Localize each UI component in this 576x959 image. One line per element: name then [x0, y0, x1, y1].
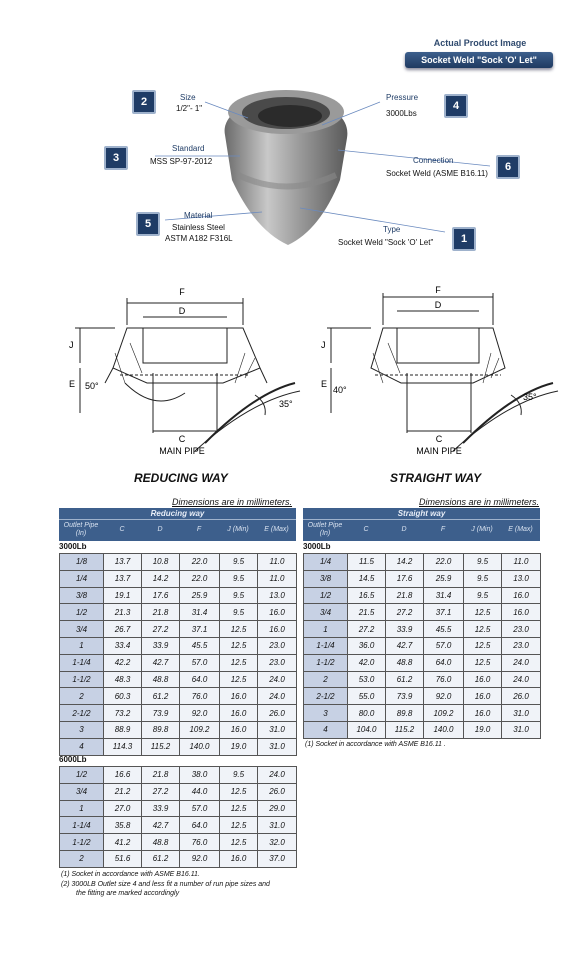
- table-cell: 73.2: [104, 705, 142, 722]
- table-cell: 12.5: [220, 637, 258, 654]
- table-cell: 42.0: [348, 654, 386, 671]
- table-cell: 33.9: [142, 637, 180, 654]
- outlet-size-cell: 1/2: [60, 604, 104, 621]
- dim-f-label: F: [435, 285, 441, 295]
- table-row: [304, 570, 541, 587]
- table-cell: 61.2: [386, 671, 424, 688]
- table-cell: 14.2: [386, 554, 424, 571]
- table-row: [304, 654, 541, 671]
- outlet-size-cell: 1-1/4: [304, 637, 348, 654]
- table-cell: 21.8: [386, 587, 424, 604]
- table-cell: 16.5: [348, 587, 386, 604]
- table-cell: 37.0: [258, 850, 297, 867]
- table-cell: 16.0: [220, 705, 258, 722]
- outlet-size-cell: 3/8: [304, 570, 348, 587]
- table-row: [60, 570, 297, 587]
- table-cell: 115.2: [386, 721, 424, 738]
- table-cell: 25.9: [180, 587, 220, 604]
- table-cell: 92.0: [180, 705, 220, 722]
- table-cell: 12.5: [464, 621, 502, 638]
- callout-number: 2: [132, 90, 156, 114]
- table-cell: 21.2: [104, 783, 142, 800]
- table-row: [60, 783, 297, 800]
- outlet-size-cell: 1: [60, 637, 104, 654]
- table-cell: 53.0: [348, 671, 386, 688]
- table-cell: 33.9: [142, 800, 180, 817]
- table-cell: 12.5: [220, 817, 258, 834]
- straight-way-caption: STRAIGHT WAY: [390, 471, 482, 485]
- reducing-way-diagram: [55, 283, 305, 463]
- table-cell: 31.0: [258, 721, 297, 738]
- table-row: [304, 671, 541, 688]
- table-row: [60, 554, 297, 571]
- callout-material-value: Stainless Steel: [172, 223, 225, 232]
- table-cell: 21.8: [142, 767, 180, 784]
- table-cell: 9.5: [464, 570, 502, 587]
- footnote: (1) Socket in accordance with ASME B16.11.: [61, 871, 200, 878]
- table-cell: 44.0: [180, 783, 220, 800]
- table-cell: 19.0: [220, 738, 258, 755]
- table-cell: 26.7: [104, 621, 142, 638]
- table-cell: 76.0: [180, 688, 220, 705]
- callout-number: 4: [444, 94, 468, 118]
- table-cell: 104.0: [348, 721, 386, 738]
- table-cell: 27.2: [348, 621, 386, 638]
- table-cell: 33.9: [386, 621, 424, 638]
- outlet-size-cell: 3: [60, 721, 104, 738]
- table-cell: 26.0: [258, 705, 297, 722]
- table-cell: 42.7: [386, 637, 424, 654]
- callout-standard-label: Standard: [172, 144, 205, 153]
- dimensions-note: Dimensions are in millimeters.: [172, 497, 293, 507]
- callout-connection-label: Connection: [413, 156, 454, 165]
- outlet-size-cell: 1: [60, 800, 104, 817]
- table-cell: 57.0: [424, 637, 464, 654]
- straight-table-header: [303, 508, 540, 541]
- table-cell: 48.3: [104, 671, 142, 688]
- dimension-table: [59, 553, 297, 756]
- table-cell: 38.0: [180, 767, 220, 784]
- table-cell: 9.5: [220, 587, 258, 604]
- table-cell: 23.0: [258, 654, 297, 671]
- table-cell: 17.6: [142, 587, 180, 604]
- table-cell: 42.7: [142, 817, 180, 834]
- table-row: [60, 671, 297, 688]
- table-cell: 16.0: [258, 621, 297, 638]
- table-cell: 76.0: [180, 834, 220, 851]
- table-cell: 10.8: [142, 554, 180, 571]
- table-cell: 48.8: [142, 671, 180, 688]
- table-cell: 45.5: [180, 637, 220, 654]
- dim-d-label: D: [434, 300, 442, 310]
- section-label: 3000Lb: [303, 542, 331, 551]
- callout-size-value: 1/2"- 1": [176, 104, 203, 113]
- col-header: J (Min): [227, 526, 249, 533]
- table-cell: 13.0: [502, 570, 541, 587]
- table-row: [60, 587, 297, 604]
- table-row: [60, 654, 297, 671]
- outlet-size-cell: 3/4: [60, 621, 104, 638]
- dimension-table: [59, 766, 297, 868]
- table-cell: 11.0: [502, 554, 541, 571]
- table-cell: 11.5: [348, 554, 386, 571]
- outlet-size-cell: 4: [60, 738, 104, 755]
- table-cell: 89.8: [386, 705, 424, 722]
- table-cell: 12.5: [220, 783, 258, 800]
- table-cell: 16.0: [464, 705, 502, 722]
- outlet-size-cell: 1-1/4: [60, 817, 104, 834]
- table-cell: 12.5: [220, 621, 258, 638]
- table-cell: 48.8: [142, 834, 180, 851]
- table-cell: 16.0: [464, 688, 502, 705]
- outlet-size-cell: 1/4: [60, 570, 104, 587]
- table-cell: 31.4: [424, 587, 464, 604]
- footnote: (2) 3000LB Outlet size 4 and less fit a number of run pipe sizes and: [61, 881, 270, 888]
- callout-connection-value: Socket Weld (ASME B16.11): [386, 169, 488, 178]
- table-cell: 92.0: [180, 850, 220, 867]
- table-cell: 12.5: [220, 671, 258, 688]
- table-cell: 114.3: [104, 738, 142, 755]
- callout-standard-value: MSS SP-97-2012: [150, 157, 213, 166]
- table-row: [304, 637, 541, 654]
- dim-e-label: E: [69, 379, 76, 389]
- callout-pressure-value: 3000Lbs: [386, 109, 417, 118]
- callout-material-value2: ASTM A182 F316L: [165, 234, 233, 243]
- table-cell: 13.7: [104, 570, 142, 587]
- table-cell: 27.0: [104, 800, 142, 817]
- outlet-size-cell: 2: [60, 688, 104, 705]
- table-cell: 14.2: [142, 570, 180, 587]
- table-cell: 140.0: [180, 738, 220, 755]
- main-pipe-label: MAIN PIPE: [416, 446, 462, 456]
- table-cell: 22.0: [180, 570, 220, 587]
- table-cell: 19.1: [104, 587, 142, 604]
- col-header: D: [157, 526, 163, 533]
- table-cell: 64.0: [180, 671, 220, 688]
- table-cell: 12.5: [220, 800, 258, 817]
- reducing-table-header: [59, 508, 296, 541]
- outlet-size-cell: 1/2: [60, 767, 104, 784]
- dim-d-label: D: [178, 306, 186, 316]
- dimensions-note: Dimensions are in millimeters.: [419, 497, 540, 507]
- angle-label-2: 35°: [279, 399, 293, 409]
- table-cell: 14.5: [348, 570, 386, 587]
- table-row: [60, 850, 297, 867]
- reducing-way-caption: REDUCING WAY: [134, 471, 228, 485]
- callout-type-value: Socket Weld "Sock 'O' Let": [338, 238, 434, 247]
- table-cell: 9.5: [220, 604, 258, 621]
- dim-j-label: J: [321, 340, 326, 350]
- table-cell: 41.2: [104, 834, 142, 851]
- main-pipe-label: MAIN PIPE: [159, 446, 205, 456]
- table-cell: 24.0: [258, 671, 297, 688]
- outlet-size-cell: 1/2: [304, 587, 348, 604]
- table-cell: 9.5: [220, 554, 258, 571]
- callout-type-label: Type: [383, 225, 401, 234]
- table-cell: 16.0: [502, 587, 541, 604]
- table-cell: 89.8: [142, 721, 180, 738]
- table-cell: 140.0: [424, 721, 464, 738]
- product-image: [0, 80, 576, 255]
- table-cell: 11.0: [258, 570, 297, 587]
- outlet-size-cell: 1-1/4: [60, 654, 104, 671]
- outlet-size-cell: 3/4: [60, 783, 104, 800]
- outlet-size-cell: 2: [304, 671, 348, 688]
- dimension-table: [303, 553, 541, 739]
- table-row: [60, 817, 297, 834]
- dim-c-label: C: [435, 434, 443, 444]
- table-row: [304, 587, 541, 604]
- table-cell: 13.0: [258, 587, 297, 604]
- header-title: Actual Product Image: [433, 38, 527, 48]
- outlet-size-cell: 3/4: [304, 604, 348, 621]
- col-header: F: [440, 526, 446, 533]
- dim-e-label: E: [321, 379, 328, 389]
- footnote: (1) Socket in accordance with ASME B16.11 .: [305, 741, 446, 748]
- table-cell: 45.5: [424, 621, 464, 638]
- table-cell: 16.0: [502, 604, 541, 621]
- table-cell: 16.0: [220, 850, 258, 867]
- outlet-size-cell: 1-1/2: [60, 834, 104, 851]
- table-cell: 12.5: [464, 637, 502, 654]
- dim-c-label: C: [178, 434, 186, 444]
- table-row: [60, 800, 297, 817]
- angle-label-2: 35°: [523, 392, 537, 402]
- reducing-table-title: Reducing way: [59, 508, 296, 520]
- table-cell: 16.6: [104, 767, 142, 784]
- table-cell: 27.2: [142, 783, 180, 800]
- table-cell: 31.0: [502, 721, 541, 738]
- table-cell: 80.0: [348, 705, 386, 722]
- table-cell: 26.0: [258, 783, 297, 800]
- callout-number: 6: [496, 155, 520, 179]
- table-cell: 16.0: [258, 604, 297, 621]
- table-cell: 23.0: [258, 637, 297, 654]
- table-cell: 9.5: [220, 570, 258, 587]
- table-row: [60, 604, 297, 621]
- table-cell: 55.0: [348, 688, 386, 705]
- table-row: [60, 834, 297, 851]
- col-header: Outlet Pipe (In): [307, 522, 343, 537]
- outlet-size-cell: 2-1/2: [60, 705, 104, 722]
- table-cell: 61.2: [142, 850, 180, 867]
- table-cell: 23.0: [502, 637, 541, 654]
- outlet-size-cell: 4: [304, 721, 348, 738]
- table-cell: 12.5: [220, 834, 258, 851]
- table-cell: 57.0: [180, 800, 220, 817]
- table-cell: 31.0: [258, 817, 297, 834]
- table-cell: 26.0: [502, 688, 541, 705]
- table-cell: 42.7: [142, 654, 180, 671]
- table-cell: 31.4: [180, 604, 220, 621]
- table-row: [304, 604, 541, 621]
- section-label: 3000Lb: [59, 542, 87, 551]
- table-cell: 9.5: [464, 587, 502, 604]
- callout-number: 5: [136, 212, 160, 236]
- table-row: [60, 721, 297, 738]
- table-cell: 22.0: [180, 554, 220, 571]
- col-header: C: [119, 526, 125, 533]
- table-cell: 12.5: [220, 654, 258, 671]
- table-cell: 27.2: [142, 621, 180, 638]
- table-row: [304, 721, 541, 738]
- table-cell: 23.0: [502, 621, 541, 638]
- col-header: F: [196, 526, 202, 533]
- footnote: the fitting are marked accordingly: [76, 890, 180, 897]
- table-cell: 60.3: [104, 688, 142, 705]
- table-row: [60, 767, 297, 784]
- col-header: E (Max): [264, 526, 289, 533]
- angle-label: 50°: [85, 381, 99, 391]
- table-cell: 16.0: [220, 721, 258, 738]
- outlet-size-cell: 3/8: [60, 587, 104, 604]
- table-cell: 19.0: [464, 721, 502, 738]
- table-cell: 64.0: [424, 654, 464, 671]
- table-cell: 48.8: [386, 654, 424, 671]
- table-cell: 88.9: [104, 721, 142, 738]
- outlet-size-cell: 1: [304, 621, 348, 638]
- table-cell: 9.5: [220, 767, 258, 784]
- table-cell: 37.1: [424, 604, 464, 621]
- table-cell: 31.0: [502, 705, 541, 722]
- dim-j-label: J: [69, 340, 74, 350]
- callout-material-label: Material: [184, 211, 213, 220]
- table-cell: 33.4: [104, 637, 142, 654]
- table-cell: 11.0: [258, 554, 297, 571]
- table-cell: 32.0: [258, 834, 297, 851]
- outlet-size-cell: 1/8: [60, 554, 104, 571]
- callout-size-label: Size: [180, 93, 196, 102]
- col-header: J (Min): [471, 526, 493, 533]
- table-cell: 73.9: [386, 688, 424, 705]
- straight-table-title: Straight way: [303, 508, 540, 520]
- callout-number: 1: [452, 227, 476, 251]
- table-cell: 76.0: [424, 671, 464, 688]
- table-cell: 16.0: [464, 671, 502, 688]
- table-cell: 21.8: [142, 604, 180, 621]
- table-cell: 24.0: [258, 767, 297, 784]
- table-cell: 92.0: [424, 688, 464, 705]
- table-cell: 25.9: [424, 570, 464, 587]
- table-row: [304, 705, 541, 722]
- table-cell: 31.0: [258, 738, 297, 755]
- dim-f-label: F: [179, 287, 185, 297]
- table-cell: 12.5: [464, 604, 502, 621]
- table-cell: 24.0: [502, 654, 541, 671]
- section-label: 6000Lb: [59, 755, 87, 764]
- table-cell: 61.2: [142, 688, 180, 705]
- table-cell: 17.6: [386, 570, 424, 587]
- table-cell: 21.5: [348, 604, 386, 621]
- outlet-size-cell: 2: [60, 850, 104, 867]
- table-cell: 109.2: [180, 721, 220, 738]
- table-row: [304, 554, 541, 571]
- table-cell: 42.2: [104, 654, 142, 671]
- table-cell: 16.0: [220, 688, 258, 705]
- outlet-size-cell: 1/4: [304, 554, 348, 571]
- col-header: D: [401, 526, 407, 533]
- table-cell: 9.5: [464, 554, 502, 571]
- table-cell: 115.2: [142, 738, 180, 755]
- table-row: [60, 738, 297, 755]
- table-cell: 27.2: [386, 604, 424, 621]
- callout-number: 3: [104, 146, 128, 170]
- table-cell: 57.0: [180, 654, 220, 671]
- outlet-size-cell: 2-1/2: [304, 688, 348, 705]
- table-cell: 35.8: [104, 817, 142, 834]
- table-cell: 73.9: [142, 705, 180, 722]
- angle-label: 40°: [333, 385, 347, 395]
- table-row: [60, 621, 297, 638]
- table-cell: 21.3: [104, 604, 142, 621]
- straight-way-diagram: [313, 283, 563, 463]
- table-cell: 24.0: [258, 688, 297, 705]
- table-cell: 24.0: [502, 671, 541, 688]
- table-row: [60, 637, 297, 654]
- table-cell: 12.5: [464, 654, 502, 671]
- table-row: [304, 688, 541, 705]
- table-cell: 64.0: [180, 817, 220, 834]
- table-cell: 109.2: [424, 705, 464, 722]
- table-cell: 37.1: [180, 621, 220, 638]
- header-banner: Socket Weld "Sock 'O' Let": [405, 52, 553, 68]
- table-row: [304, 621, 541, 638]
- table-cell: 29.0: [258, 800, 297, 817]
- table-row: [60, 705, 297, 722]
- callout-pressure-label: Pressure: [386, 93, 419, 102]
- outlet-size-cell: 1-1/2: [60, 671, 104, 688]
- col-header: C: [363, 526, 369, 533]
- outlet-size-cell: 1-1/2: [304, 654, 348, 671]
- table-cell: 22.0: [424, 554, 464, 571]
- col-header: Outlet Pipe (In): [63, 522, 99, 537]
- table-row: [60, 688, 297, 705]
- table-cell: 13.7: [104, 554, 142, 571]
- table-cell: 51.6: [104, 850, 142, 867]
- table-cell: 36.0: [348, 637, 386, 654]
- col-header: E (Max): [508, 526, 533, 533]
- outlet-size-cell: 3: [304, 705, 348, 722]
